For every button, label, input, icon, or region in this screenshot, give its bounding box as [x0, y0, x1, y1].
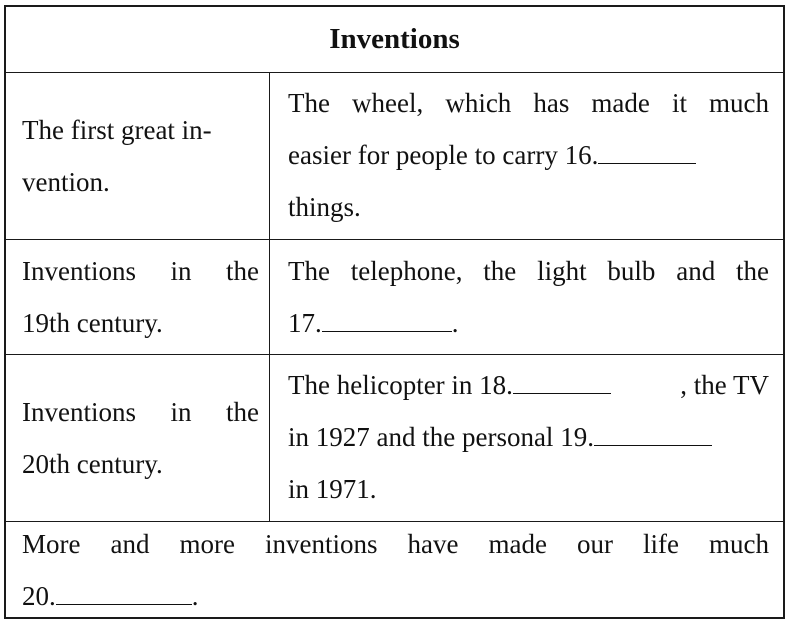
row-label-line: Inventions in the — [22, 256, 259, 286]
table-row — [6, 355, 783, 522]
content-line: The telephone, the light bulb and the — [288, 256, 769, 286]
row-label-cell — [6, 73, 270, 239]
summary-line: More and more inventions have made our life much — [22, 528, 769, 559]
content-line — [288, 359, 769, 411]
table-row — [6, 73, 783, 240]
answer-blank-18[interactable] — [513, 363, 611, 394]
content-line — [288, 297, 769, 349]
content-text: , the TV — [680, 370, 769, 400]
content-line: in 1971. — [288, 474, 377, 504]
content-line: things. — [288, 192, 361, 222]
row-label-cell — [6, 355, 270, 521]
answer-blank-20[interactable] — [56, 574, 192, 605]
row-content-cell — [270, 355, 783, 521]
summary-text: . — [191, 580, 199, 611]
content-line: The wheel, which has made it much — [288, 88, 769, 118]
row-label-line: The first great in- — [22, 115, 212, 145]
row-label-line: vention. — [22, 167, 110, 197]
content-line — [288, 129, 769, 181]
row-label-line: 19th century. — [22, 308, 163, 338]
table-header-row — [6, 7, 783, 73]
content-text: easier for people to carry 16. — [288, 140, 599, 170]
content-text: 17. — [288, 308, 322, 338]
answer-blank-17[interactable] — [322, 301, 452, 332]
content-text: . — [451, 308, 459, 338]
answer-blank-16[interactable] — [598, 133, 696, 164]
answer-blank-19[interactable] — [594, 415, 712, 446]
content-segment — [288, 359, 611, 411]
inventions-table — [4, 5, 785, 619]
content-text: in 1927 and the personal 19. — [288, 422, 594, 452]
row-content-cell — [270, 240, 783, 354]
row-label-cell — [6, 240, 270, 354]
row-content-cell — [270, 73, 783, 239]
summary-line — [22, 570, 769, 622]
content-line — [288, 411, 769, 463]
table-title: Inventions — [329, 23, 460, 55]
row-label-line: Inventions in the — [22, 397, 259, 427]
content-text: The helicopter in 18. — [288, 370, 513, 400]
summary-row — [6, 522, 783, 617]
row-label-line: 20th century. — [22, 449, 163, 479]
summary-cell — [6, 522, 783, 617]
summary-text: 20. — [22, 580, 56, 611]
table-row — [6, 240, 783, 355]
